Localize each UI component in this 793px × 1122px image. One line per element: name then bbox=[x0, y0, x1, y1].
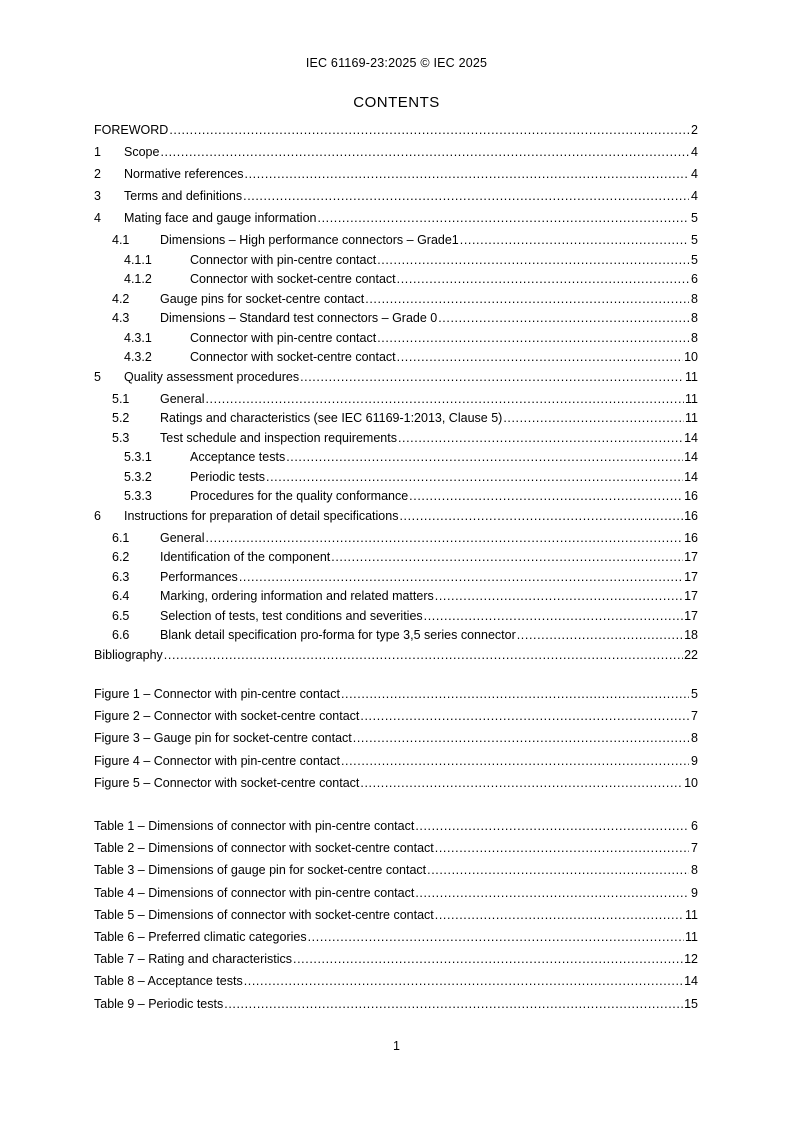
toc-entry[interactable] bbox=[94, 211, 698, 233]
toc-entry[interactable] bbox=[94, 930, 698, 952]
toc-entry[interactable] bbox=[94, 863, 698, 885]
toc-entry-page: 18 bbox=[684, 628, 698, 642]
toc-entry-page: 14 bbox=[684, 974, 698, 989]
dot-leader bbox=[398, 431, 683, 445]
toc-entry-page: 7 bbox=[691, 709, 698, 724]
dot-leader bbox=[244, 974, 683, 988]
toc-entry-page: 6 bbox=[691, 272, 698, 286]
toc-entry[interactable] bbox=[94, 886, 698, 908]
toc-entry-number: 6.5 bbox=[112, 608, 130, 623]
toc-entry-title: Connector with pin-centre contact bbox=[190, 252, 377, 267]
toc-entry-number: 5.3.2 bbox=[124, 469, 152, 484]
toc-entry[interactable] bbox=[94, 570, 698, 590]
toc-entry[interactable] bbox=[94, 819, 698, 841]
toc-entry-page: 8 bbox=[691, 731, 698, 746]
dot-leader bbox=[300, 370, 684, 384]
toc-entry[interactable] bbox=[94, 974, 698, 996]
toc-entry[interactable] bbox=[94, 841, 698, 863]
toc-entry-page: 11 bbox=[685, 411, 698, 425]
dot-leader bbox=[286, 450, 683, 464]
toc-entry-title: Connector with socket-centre contact bbox=[190, 272, 396, 286]
toc-entry-page: 14 bbox=[684, 430, 698, 445]
dot-leader bbox=[245, 167, 690, 181]
page-header: IEC 61169-23:2025 © IEC 2025 bbox=[305, 56, 488, 70]
toc-entry-title: Instructions for preparation of detail specifications bbox=[124, 508, 399, 523]
toc-entry[interactable] bbox=[94, 311, 698, 331]
dot-leader bbox=[318, 211, 690, 225]
toc-entry-number: 5.1 bbox=[112, 391, 130, 406]
dot-leader bbox=[503, 411, 684, 425]
toc-entry-page: 8 bbox=[691, 311, 698, 325]
toc-entry-number: 4.2 bbox=[112, 291, 130, 306]
dot-leader bbox=[169, 123, 689, 137]
dot-leader bbox=[435, 589, 683, 603]
toc-entry[interactable] bbox=[94, 470, 698, 490]
toc-entry-title: Table 1 – Dimensions of connector with pin-centre contact bbox=[94, 819, 415, 833]
toc-entry-page: 5 bbox=[691, 687, 698, 701]
toc-entry-page: 5 bbox=[691, 252, 698, 267]
toc-entry-number: 6.4 bbox=[112, 589, 130, 603]
toc-entry-number: 3 bbox=[94, 189, 101, 203]
dot-leader bbox=[397, 350, 683, 364]
contents-title: CONTENTS bbox=[353, 94, 440, 111]
toc-entry-title: Connector with pin-centre contact bbox=[190, 330, 377, 345]
dot-leader bbox=[224, 997, 683, 1011]
toc-entry-number: 6.2 bbox=[112, 550, 130, 564]
dot-leader bbox=[341, 754, 689, 768]
toc-entry-number: 4.3.2 bbox=[124, 350, 152, 364]
toc-entry-number: 5.3.3 bbox=[124, 489, 152, 503]
toc-entry-page: 4 bbox=[691, 189, 698, 203]
toc-entry[interactable] bbox=[94, 509, 698, 531]
toc-entry-title: Figure 3 – Gauge pin for socket-centre contact bbox=[94, 731, 352, 746]
toc-entry-page: 9 bbox=[691, 753, 698, 768]
toc-entry-title: Scope bbox=[124, 145, 160, 159]
dot-leader bbox=[415, 819, 689, 833]
toc-entry-title: General bbox=[160, 391, 205, 406]
toc-entry-page: 10 bbox=[684, 350, 698, 364]
toc-entry-page: 8 bbox=[691, 291, 698, 306]
dot-leader bbox=[435, 841, 689, 855]
toc-entry[interactable] bbox=[94, 167, 698, 189]
toc-entry-title: Table 2 – Dimensions of connector with socket-centre contact bbox=[94, 841, 434, 856]
toc-entry-number: 6.1 bbox=[112, 530, 130, 545]
toc-entry-number: 6.6 bbox=[112, 628, 130, 642]
toc-entry-page: 11 bbox=[685, 929, 698, 944]
toc-entry-page: 14 bbox=[684, 450, 698, 464]
toc-entry-number: 1 bbox=[94, 145, 101, 159]
toc-entry[interactable] bbox=[94, 272, 698, 292]
toc-entry-title: Figure 1 – Connector with pin-centre contact bbox=[94, 687, 340, 701]
toc-entry-title: Dimensions – Standard test connectors – Grade 0 bbox=[160, 311, 438, 325]
toc-entry-title: Table 6 – Preferred climatic categories bbox=[94, 929, 307, 944]
toc-entry-title: Table 9 – Periodic tests bbox=[94, 996, 224, 1011]
toc-entry-page: 11 bbox=[685, 369, 698, 384]
toc-entry[interactable] bbox=[94, 952, 698, 974]
toc-entry-title: Bibliography bbox=[94, 647, 163, 662]
toc-entry-title: Ratings and characteristics (see IEC 61169-1:2013, Clause 5) bbox=[160, 411, 503, 425]
toc-entry-title: Gauge pins for socket-centre contact bbox=[160, 291, 365, 306]
toc-entry[interactable] bbox=[94, 531, 698, 551]
dot-leader bbox=[397, 272, 689, 286]
dot-leader bbox=[517, 628, 683, 642]
toc-entry[interactable] bbox=[94, 731, 698, 753]
toc-entry-title: Figure 4 – Connector with pin-centre contact bbox=[94, 753, 340, 768]
toc-entry-page: 11 bbox=[685, 391, 698, 406]
toc-entry-page: 8 bbox=[691, 330, 698, 345]
dot-leader bbox=[331, 550, 683, 564]
toc-entry-title: Dimensions – High performance connectors – Grade1 bbox=[160, 233, 459, 247]
toc-entry[interactable] bbox=[94, 489, 698, 509]
list-of-figures bbox=[94, 687, 698, 798]
toc-entry-page: 5 bbox=[691, 233, 698, 247]
toc-entry-page: 4 bbox=[691, 145, 698, 159]
toc-entry-number: 4.3 bbox=[112, 311, 130, 325]
toc-entry-title: Normative references bbox=[124, 167, 244, 181]
dot-leader bbox=[427, 863, 689, 877]
toc-entry[interactable] bbox=[94, 628, 698, 648]
toc-entry-number: 5 bbox=[94, 369, 101, 384]
toc-entry[interactable] bbox=[94, 754, 698, 776]
dot-leader bbox=[205, 392, 684, 406]
toc-entry-title: Periodic tests bbox=[190, 469, 266, 484]
dot-leader bbox=[360, 709, 689, 723]
toc-entry-title: Identification of the component bbox=[160, 550, 331, 564]
toc-entry-title: General bbox=[160, 530, 205, 545]
toc-entry-number: 6 bbox=[94, 508, 101, 523]
dot-leader bbox=[460, 233, 689, 247]
toc-entry-number: 4 bbox=[94, 211, 101, 225]
toc-entry-title: Quality assessment procedures bbox=[124, 369, 300, 384]
dot-leader bbox=[365, 292, 689, 306]
toc-entry-page: 9 bbox=[691, 885, 698, 900]
toc-entry[interactable] bbox=[94, 392, 698, 412]
toc-entry[interactable] bbox=[94, 648, 698, 670]
toc-entry[interactable] bbox=[94, 431, 698, 451]
toc-entry-title: Test schedule and inspection requirements bbox=[160, 430, 397, 445]
toc-entry-page: 22 bbox=[684, 647, 698, 662]
dot-leader bbox=[164, 648, 683, 662]
toc-entry-title: Table 8 – Acceptance tests bbox=[94, 974, 243, 989]
toc-entry-page: 16 bbox=[684, 508, 698, 523]
dot-leader bbox=[377, 253, 689, 267]
toc-entry[interactable] bbox=[94, 450, 698, 470]
toc-entry-page: 16 bbox=[684, 489, 698, 503]
toc-entry[interactable] bbox=[94, 350, 698, 370]
toc-entry[interactable] bbox=[94, 370, 698, 392]
toc-entry-page: 15 bbox=[684, 996, 698, 1011]
dot-leader bbox=[415, 886, 689, 900]
dot-leader bbox=[243, 189, 689, 203]
toc-entry-number: 5.3 bbox=[112, 430, 130, 445]
toc-entry[interactable] bbox=[94, 189, 698, 211]
dot-leader bbox=[160, 145, 689, 159]
toc-entry-title: Procedures for the quality conformance bbox=[190, 489, 409, 503]
toc-entry-page: 6 bbox=[691, 819, 698, 833]
toc-entry-page: 14 bbox=[684, 469, 698, 484]
toc-entry-page: 10 bbox=[684, 775, 698, 790]
dot-leader bbox=[409, 489, 683, 503]
toc-entry[interactable] bbox=[94, 331, 698, 351]
dot-leader bbox=[293, 952, 683, 966]
toc-entry[interactable] bbox=[94, 908, 698, 930]
toc-entry-title: Connector with socket-centre contact bbox=[190, 350, 396, 364]
dot-leader bbox=[399, 509, 683, 523]
toc-entry-page: 5 bbox=[691, 211, 698, 225]
dot-leader bbox=[205, 531, 683, 545]
toc-entry[interactable] bbox=[94, 550, 698, 570]
page-number: 1 bbox=[393, 1039, 400, 1053]
toc-entry-title: Figure 2 – Connector with socket-centre contact bbox=[94, 709, 360, 724]
toc-entry-page: 8 bbox=[691, 863, 698, 878]
dot-leader bbox=[438, 311, 689, 325]
toc-entry-page: 12 bbox=[684, 952, 698, 967]
toc-entry-title: Figure 5 – Connector with socket-centre contact bbox=[94, 775, 360, 790]
toc-entry-title: Table 3 – Dimensions of gauge pin for socket-centre contact bbox=[94, 863, 427, 878]
dot-leader bbox=[377, 331, 689, 345]
toc-entry-number: 4.1 bbox=[112, 233, 130, 247]
toc-entry-number: 6.3 bbox=[112, 569, 130, 584]
toc-entry-number: 4.1.1 bbox=[124, 252, 152, 267]
toc-entry-title: Table 5 – Dimensions of connector with socket-centre contact bbox=[94, 907, 434, 922]
toc-entry[interactable] bbox=[94, 997, 698, 1019]
toc-entry[interactable] bbox=[94, 253, 698, 273]
dot-leader bbox=[353, 731, 689, 745]
toc-entry-title: Performances bbox=[160, 569, 238, 584]
toc-entry-page: 17 bbox=[684, 569, 698, 584]
toc-entry[interactable] bbox=[94, 123, 698, 145]
toc-entry[interactable] bbox=[94, 776, 698, 798]
toc-entry-number: 4.3.1 bbox=[124, 330, 152, 345]
toc-entry-title: Table 7 – Rating and characteristics bbox=[94, 952, 293, 967]
toc-entry-number: 5.3.1 bbox=[124, 450, 152, 464]
toc-entry-title: Table 4 – Dimensions of connector with pin-centre contact bbox=[94, 885, 415, 900]
toc-entry-page: 7 bbox=[691, 841, 698, 856]
toc-entry-title: FOREWORD bbox=[94, 123, 169, 137]
dot-leader bbox=[341, 687, 689, 701]
toc-entry-page: 17 bbox=[684, 589, 698, 603]
toc-entry[interactable] bbox=[94, 145, 698, 167]
toc-entry-title: Selection of tests, test conditions and severities bbox=[160, 608, 423, 623]
toc-entry-page: 17 bbox=[684, 608, 698, 623]
table-of-contents bbox=[94, 123, 698, 670]
toc-entry-number: 5.2 bbox=[112, 411, 130, 425]
toc-entry-title: Acceptance tests bbox=[190, 450, 286, 464]
toc-entry-page: 4 bbox=[691, 167, 698, 181]
toc-entry-number: 2 bbox=[94, 167, 101, 181]
list-of-tables bbox=[94, 819, 698, 1019]
toc-entry[interactable] bbox=[94, 411, 698, 431]
toc-entry[interactable] bbox=[94, 609, 698, 629]
toc-entry-title: Mating face and gauge information bbox=[124, 211, 317, 225]
toc-entry-title: Marking, ordering information and related matters bbox=[160, 589, 434, 603]
toc-entry[interactable] bbox=[94, 709, 698, 731]
dot-leader bbox=[266, 470, 683, 484]
dot-leader bbox=[239, 570, 683, 584]
toc-entry[interactable] bbox=[94, 233, 698, 253]
dot-leader bbox=[435, 908, 684, 922]
toc-entry-page: 2 bbox=[691, 123, 698, 137]
toc-entry[interactable] bbox=[94, 589, 698, 609]
dot-leader bbox=[360, 776, 683, 790]
toc-entry-title: Terms and definitions bbox=[124, 189, 243, 203]
toc-entry-page: 16 bbox=[684, 530, 698, 545]
toc-entry[interactable] bbox=[94, 292, 698, 312]
toc-entry-page: 11 bbox=[685, 907, 698, 922]
dot-leader bbox=[424, 609, 683, 623]
toc-entry-title: Blank detail specification pro-forma for type 3,5 series connector bbox=[160, 628, 516, 642]
toc-entry-number: 4.1.2 bbox=[124, 272, 152, 286]
dot-leader bbox=[308, 930, 684, 944]
toc-entry-page: 17 bbox=[684, 550, 698, 564]
toc-entry[interactable] bbox=[94, 687, 698, 709]
